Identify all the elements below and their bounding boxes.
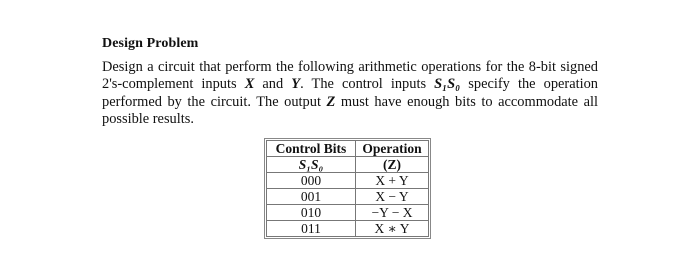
description-text: 2's-complement inputs <box>102 76 245 93</box>
table-row <box>267 189 429 205</box>
description-line-3 <box>102 94 598 111</box>
control-bits-cell: 000 <box>267 173 356 189</box>
subheader-s1s0: S₁S₀ <box>267 157 356 173</box>
description-text: performed by the circuit. The output <box>102 93 327 110</box>
description-text: must have enough bits to accommodate all <box>335 93 598 110</box>
header-control-bits: Control Bits <box>267 141 356 157</box>
table-row <box>267 173 429 189</box>
control-inputs-s1s0: S₁S₀ <box>434 76 461 93</box>
description-text: and <box>254 76 292 93</box>
description-text: . The control inputs <box>300 76 435 93</box>
operation-cell: X + Y <box>356 173 429 189</box>
operation-cell: X ∗ Y <box>356 221 429 237</box>
control-bits-cell: 011 <box>267 221 356 237</box>
operation-cell: X − Y <box>356 189 429 205</box>
table-header-row <box>267 141 429 157</box>
variable-y: Y <box>291 76 301 93</box>
table-row <box>267 205 429 221</box>
variable-x: X <box>244 76 255 93</box>
table-row <box>267 221 429 237</box>
problem-heading: Design Problem <box>102 36 199 51</box>
description-text: Design a circuit that perform the following arithmetic operations for the 8-bit signed <box>102 59 598 75</box>
control-bits-cell: 001 <box>267 189 356 205</box>
description-line-2 <box>102 76 598 93</box>
description-line-4 <box>102 111 598 128</box>
operation-cell: −Y − X <box>356 205 429 221</box>
problem-description <box>102 59 598 129</box>
header-operation: Operation <box>356 141 429 157</box>
subheader-z: (Z) <box>356 157 429 173</box>
operations-table <box>266 140 429 237</box>
control-bits-cell: 010 <box>267 205 356 221</box>
description-line-1 <box>102 59 598 76</box>
description-text: specify the operation <box>460 76 598 93</box>
variable-z: Z <box>326 93 336 110</box>
description-text: possible results. <box>102 111 194 128</box>
table-subheader-row <box>267 157 429 173</box>
operations-table-wrapper <box>266 140 429 237</box>
